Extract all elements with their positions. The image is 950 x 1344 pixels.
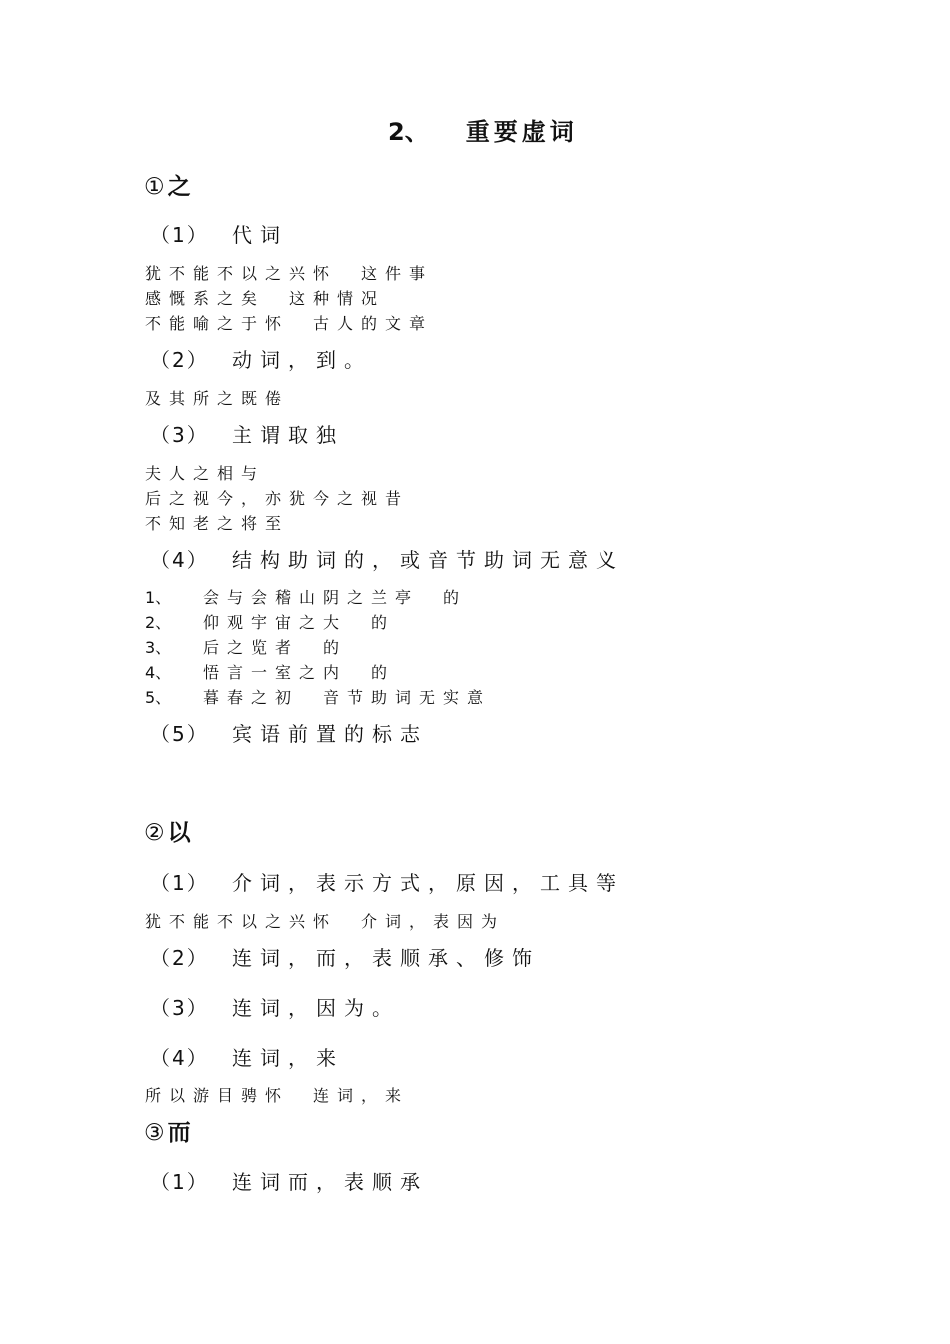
section-marker: ③ (144, 1120, 165, 1146)
example-line: 犹不能不以之兴怀 这件事 (145, 264, 434, 283)
numbered-example: 5、 暮春之初 音节助词无实意 (145, 688, 492, 707)
example-line: 所以游目骋怀 连词，来 (145, 1086, 410, 1105)
section-marker: ① (144, 174, 165, 200)
page-title (388, 120, 578, 144)
yi-subheading-3: （3） 连词，因为。 (150, 996, 400, 1020)
section-heading-er (144, 1122, 191, 1145)
section-heading-zhi (144, 176, 191, 199)
example-line: 后之视今，亦犹今之视昔 (145, 489, 410, 508)
yi-subheading-1: （1） 介词，表示方式，原因，工具等 (150, 871, 624, 895)
title-text: 重要虚词 (465, 118, 578, 146)
example-line: 夫人之相与 (145, 464, 266, 483)
numbered-example: 1、 会与会稽山阴之兰亭 的 (145, 588, 468, 607)
yi-subheading-2: （2） 连词，而，表顺承、修饰 (150, 946, 540, 970)
zhi-subheading-2: （2） 动词，到。 (150, 348, 372, 372)
section-heading-yi (144, 822, 191, 845)
example-line: 不知老之将至 (145, 514, 290, 533)
zhi-subheading-5: （5） 宾语前置的标志 (150, 722, 428, 746)
numbered-example: 4、 悟言一室之内 的 (145, 663, 396, 682)
title-number: 2、 (388, 118, 429, 146)
numbered-example: 3、 后之览者 的 (145, 638, 348, 657)
example-line: 犹不能不以之兴怀 介词，表因为 (145, 912, 506, 931)
example-line: 及其所之既倦 (145, 389, 290, 408)
zhi-subheading-3: （3） 主谓取独 (150, 423, 344, 447)
section-label: 以 (167, 820, 191, 846)
section-marker: ② (144, 820, 165, 846)
example-line: 不能喻之于怀 古人的文章 (145, 314, 434, 333)
example-line: 感慨系之矣 这种情况 (145, 289, 386, 308)
zhi-subheading-4: （4） 结构助词的，或音节助词无意义 (150, 548, 624, 572)
section-label: 而 (167, 1120, 191, 1146)
er-subheading-1: （1） 连词而，表顺承 (150, 1170, 428, 1194)
yi-subheading-4: （4） 连词，来 (150, 1046, 344, 1070)
zhi-subheading-1: （1） 代词 (150, 223, 288, 247)
numbered-example: 2、 仰观宇宙之大 的 (145, 613, 396, 632)
section-label: 之 (167, 174, 191, 200)
